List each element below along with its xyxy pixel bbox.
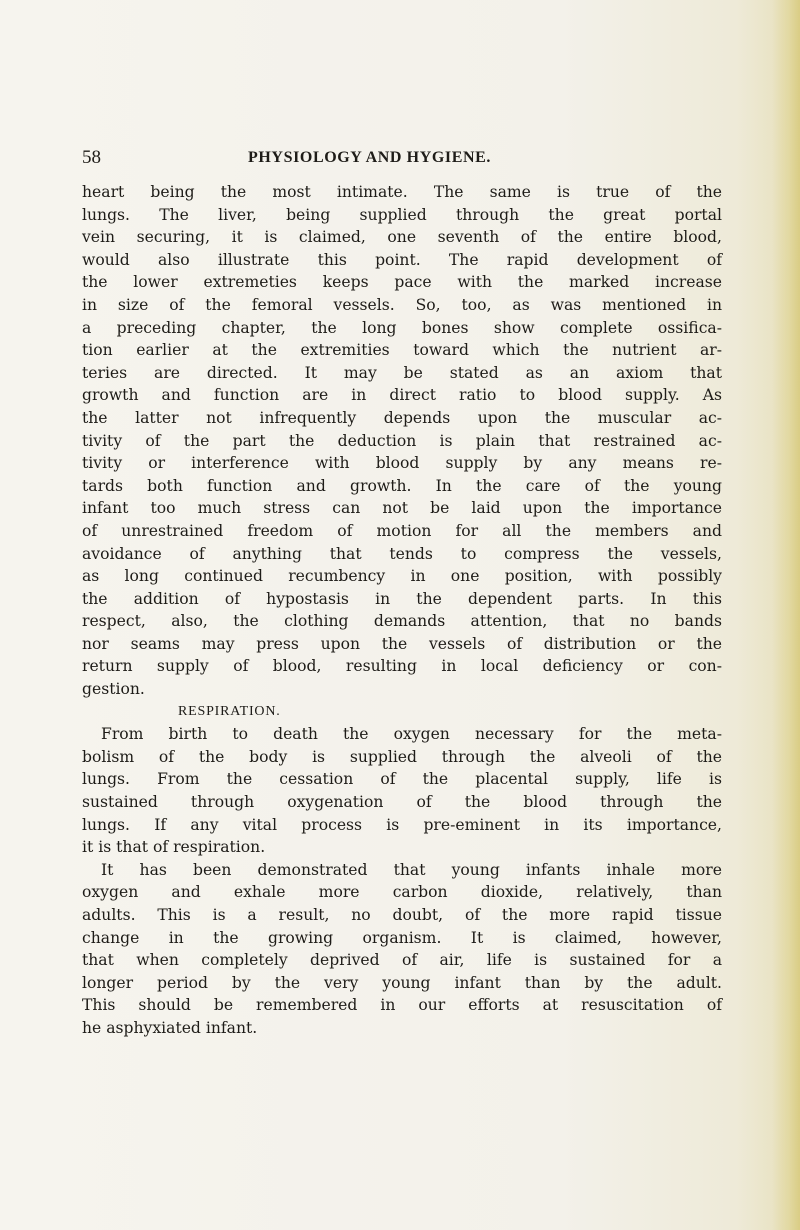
text-line: tion earlier at the extremities toward which the nutrient ar-: [82, 341, 722, 360]
text-line: tivity or interference with blood supply by any means re-: [82, 454, 722, 473]
text-line: return supply of blood, resulting in local deficiency or con-: [82, 657, 722, 676]
page-header: [82, 146, 712, 170]
text-line: growth and function are in direct ratio to blood supply. As: [82, 386, 722, 405]
text-line: vein securing, it is claimed, one seventh of the entire blood,: [82, 228, 722, 247]
text-line: of unrestrained freedom of motion for all the members and: [82, 521, 722, 540]
page-number: 58: [82, 147, 101, 168]
text-line: that when completely deprived of air, life is sustained for a: [82, 951, 722, 970]
text-line: bolism of the body is supplied through the alveoli of the: [82, 747, 722, 766]
text-line: lungs. The liver, being supplied through the great portal: [82, 205, 722, 224]
text-line: he asphyxiated infant.: [82, 1018, 258, 1037]
text-line: as long continued recumbency in one position, with possibly: [82, 567, 722, 586]
text-line: infant too much stress can not be laid upon the importance: [82, 499, 722, 518]
section-heading: RESPIRATION.: [178, 703, 281, 719]
text-line: teries are directed. It may be stated as an axiom that: [82, 363, 722, 382]
text-line: longer period by the very young infant than by the adult.: [82, 973, 722, 992]
text-line: This should be remembered in our efforts at resuscitation of: [82, 996, 722, 1015]
body-text: [82, 181, 722, 1040]
text-line: would also illustrate this point. The rapid development of: [82, 250, 722, 269]
text-line: heart being the most intimate. The same is true of the: [82, 183, 722, 201]
text-line: respect, also, the clothing demands attention, that no bands: [82, 612, 722, 631]
text-line: lungs. From the cessation of the placental supply, life is: [82, 770, 722, 789]
text-line: a preceding chapter, the long bones show complete ossifica-: [82, 318, 722, 337]
text-line: adults. This is a result, no doubt, of the more rapid tissue: [82, 906, 722, 924]
text-line: lungs. If any vital process is pre-eminent in its importance,: [82, 815, 722, 834]
text-line: oxygen and exhale more carbon dioxide, relatively, than: [82, 883, 722, 902]
text-line: nor seams may press upon the vessels of distribution or the: [82, 634, 722, 653]
text-line: From birth to death the oxygen necessary for the meta-: [101, 725, 722, 744]
text-line: change in the growing organism. It is claimed, however,: [82, 928, 722, 947]
text-line: avoidance of anything that tends to compress the vessels,: [82, 544, 722, 563]
text-line: It has been demonstrated that young infants inhale more: [101, 860, 722, 879]
text-line: sustained through oxygenation of the blood through the: [82, 793, 722, 812]
text-line: in size of the femoral vessels. So, too, as was mentioned in: [82, 295, 722, 314]
running-head: PHYSIOLOGY AND HYGIENE.: [248, 149, 492, 166]
text-line: gestion.: [82, 680, 145, 699]
text-line: the lower extremeties keeps pace with the marked increase: [82, 273, 722, 292]
text-line: the addition of hypostasis in the dependent parts. In this: [82, 589, 722, 608]
page-edge-shading: [772, 0, 800, 1230]
text-line: the latter not infrequently depends upon the muscular ac-: [82, 408, 722, 427]
text-line: tards both function and growth. In the care of the young: [82, 476, 722, 495]
text-line: tivity of the part the deduction is plain that restrained ac-: [82, 431, 722, 450]
text-line: it is that of respiration.: [82, 838, 266, 857]
